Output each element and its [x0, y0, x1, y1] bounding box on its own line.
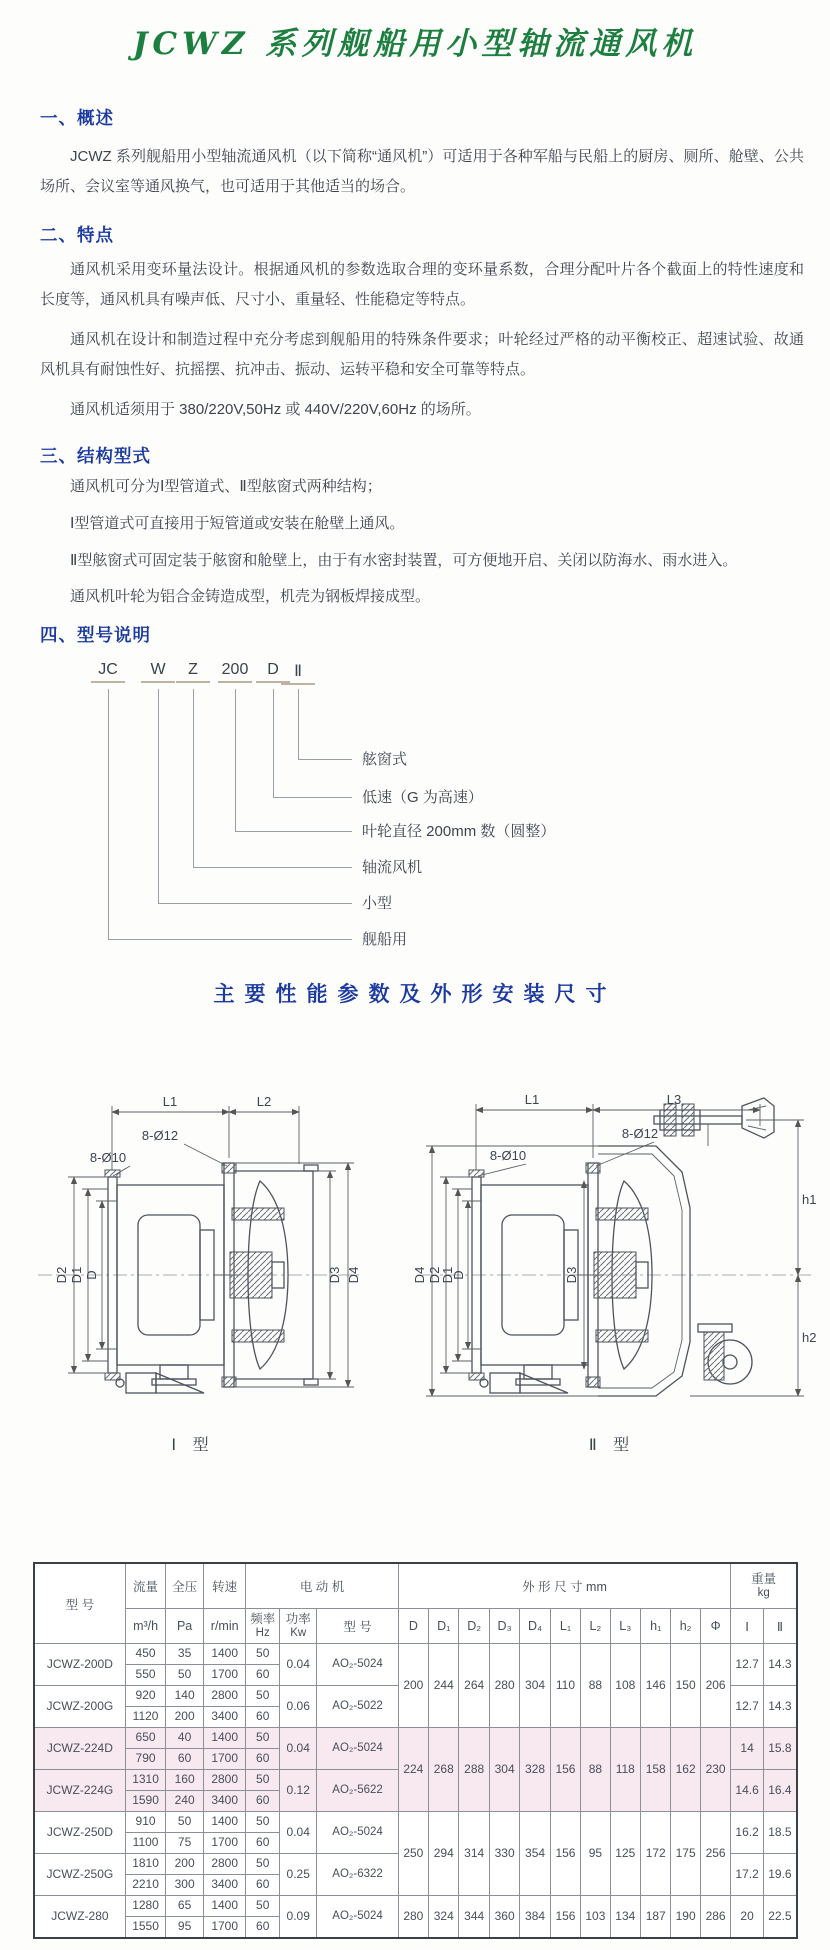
diagram-label-marine: 舰船用: [362, 931, 408, 948]
cell-freq: 60: [246, 1749, 279, 1770]
cell-speed: 1700: [203, 1665, 246, 1686]
cell-dim: 280: [489, 1644, 519, 1728]
col-header-dim-d3: D₃: [489, 1609, 519, 1644]
spec-table: [33, 1562, 798, 1939]
cell-dim: 200: [398, 1644, 428, 1728]
cell-pressure: 65: [166, 1896, 204, 1917]
model-code-jc: JC: [91, 661, 125, 683]
cell-dim: 264: [459, 1644, 489, 1728]
dimension-lines-type2: [412, 1092, 816, 1396]
col-header-model: 型 号: [34, 1563, 125, 1644]
cell-pressure: 40: [166, 1728, 204, 1749]
cell-model: JCWZ-224D: [34, 1728, 125, 1770]
dim-label-d2: D2: [427, 1266, 442, 1284]
cell-freq: 50: [246, 1812, 279, 1833]
dim-label-d3: D3: [564, 1266, 579, 1284]
cell-flow: 790: [125, 1749, 166, 1770]
cell-flow: 1280: [125, 1896, 166, 1917]
cell-model: JCWZ-200D: [34, 1644, 125, 1686]
paragraph-features-3: 通风机适须用于 380/220V,50Hz 或 440V/220V,60Hz 的场所。: [70, 401, 481, 418]
model-code-d: D: [256, 661, 290, 683]
dim-label-l1: L1: [162, 1094, 178, 1109]
dim-label-d: D: [84, 1270, 99, 1280]
dim-label-d2: D2: [54, 1266, 69, 1284]
col-header-dim-h1: h₁: [641, 1609, 671, 1644]
cell-speed: 2800: [203, 1686, 246, 1707]
cell-pressure: 75: [166, 1833, 204, 1854]
diagram-line: [235, 689, 236, 831]
col-unit-flow: m³/h: [125, 1609, 166, 1644]
table-row: [34, 1896, 797, 1917]
paragraph-structure-2: Ⅰ型管道式可直接用于短管道或安装在舱壁上通风。: [70, 515, 405, 532]
cell-motor-model: AO₂-5024: [317, 1644, 398, 1686]
cell-freq: 50: [246, 1854, 279, 1875]
cell-dim: 88: [581, 1644, 610, 1728]
cell-dim: 288: [459, 1728, 489, 1812]
cell-power: 0.04: [279, 1728, 317, 1770]
cell-dim: 118: [610, 1728, 640, 1812]
cell-weight-2: 18.5: [763, 1812, 797, 1854]
section-heading-model-code: 四、型号说明: [40, 625, 151, 645]
diagram-line: [193, 867, 352, 868]
cell-dim: 103: [581, 1896, 610, 1939]
cell-freq: 50: [246, 1644, 279, 1665]
cell-flow: 1590: [125, 1791, 166, 1812]
cell-pressure: 240: [166, 1791, 204, 1812]
cell-motor-model: AO₂-5024: [317, 1896, 398, 1939]
model-code-diagram: [0, 655, 830, 967]
col-group-dimensions: 外 形 尺 寸 mm: [398, 1563, 731, 1609]
cell-dim: 256: [700, 1812, 731, 1896]
col-header-power: [279, 1609, 317, 1644]
cell-dim: 328: [520, 1728, 550, 1812]
cell-weight-2: 14.3: [763, 1686, 797, 1728]
paragraph-structure-3: Ⅱ型舷窗式可固定装于舷窗和舱壁上，由于有水密封装置，可方便地开启、关闭以防海水、雨水进入。: [70, 552, 738, 569]
diagram-line: [158, 903, 352, 904]
weight-unit: kg: [757, 1586, 770, 1599]
cell-dim: 150: [671, 1644, 700, 1728]
spec-table-wrap: [33, 1562, 798, 1939]
col-header-dim-phi: Φ: [700, 1609, 731, 1644]
cell-power: 0.25: [279, 1854, 317, 1896]
cell-power: 0.09: [279, 1896, 317, 1939]
col-header-frequency: [246, 1609, 279, 1644]
col-header-weight-1: Ⅰ: [731, 1609, 763, 1644]
cell-weight-2: 14.3: [763, 1644, 797, 1686]
model-code-w: W: [141, 661, 175, 683]
cell-dim: 354: [520, 1812, 550, 1896]
diagram-line: [273, 797, 352, 798]
paragraph-structure-4: 通风机叶轮为铝合金铸造成型，机壳为钢板焊接成型。: [70, 588, 431, 605]
col-header-dim-h2: h₂: [671, 1609, 700, 1644]
cell-dim: 172: [641, 1812, 671, 1896]
dim-label-l1: L1: [524, 1092, 540, 1107]
cell-pressure: 60: [166, 1749, 204, 1770]
col-group-motor: 电 动 机: [246, 1563, 398, 1609]
cell-model: JCWZ-250D: [34, 1812, 125, 1854]
cell-flow: 650: [125, 1728, 166, 1749]
drawing-type2-svg: [402, 1080, 822, 1425]
cell-model: JCWZ-280: [34, 1896, 125, 1939]
freq-unit: Hz: [255, 1626, 270, 1639]
cell-dim: 206: [700, 1644, 731, 1728]
table-row: [34, 1728, 797, 1749]
dim-label-d3: D3: [327, 1266, 342, 1284]
weight-label: 重量: [751, 1571, 777, 1586]
table-row: [34, 1812, 797, 1833]
cell-pressure: 160: [166, 1770, 204, 1791]
cell-model: JCWZ-250G: [34, 1854, 125, 1896]
paragraph-features-1: 通风机采用变环量法设计。根据通风机的参数选取合理的变环量系数，合理分配叶片各个截面上的特性速度和长度等，通风机具有噪声低、尺寸小、重量轻、性能稳定等特点。: [40, 261, 804, 308]
cell-speed: 1700: [203, 1833, 246, 1854]
cell-motor-model: AO₂-5622: [317, 1770, 398, 1812]
cell-pressure: 50: [166, 1665, 204, 1686]
cell-dim: 156: [550, 1728, 580, 1812]
diagram-line: [158, 689, 159, 903]
cell-speed: 3400: [203, 1875, 246, 1896]
cell-power: 0.04: [279, 1644, 317, 1686]
cell-speed: 1700: [203, 1749, 246, 1770]
cell-speed: 2800: [203, 1770, 246, 1791]
cell-dim: 286: [700, 1896, 731, 1939]
col-header-dim-d2: D₂: [459, 1609, 489, 1644]
bolt-callout-10: 8-Ø10: [89, 1150, 127, 1165]
cell-freq: 60: [246, 1833, 279, 1854]
cell-dim: 146: [641, 1644, 671, 1728]
cell-weight-1: 14: [731, 1728, 763, 1770]
table-row: [34, 1644, 797, 1665]
cell-flow: 910: [125, 1812, 166, 1833]
dimension-lines-type1: [54, 1094, 361, 1387]
cell-freq: 50: [246, 1728, 279, 1749]
dim-label-l2: L2: [256, 1094, 272, 1109]
cell-pressure: 95: [166, 1917, 204, 1939]
col-header-dim-l1: L₁: [550, 1609, 580, 1644]
col-header-flow: 流量: [125, 1563, 166, 1609]
col-header-weight-2: Ⅱ: [763, 1609, 797, 1644]
cell-weight-2: 22.5: [763, 1896, 797, 1939]
cell-dim: 88: [581, 1728, 610, 1812]
power-unit: Kw: [290, 1626, 307, 1639]
cell-dim: 330: [489, 1812, 519, 1896]
drawing-type2: [402, 1080, 822, 1455]
cell-freq: 60: [246, 1707, 279, 1728]
diagram-line: [298, 759, 352, 760]
cell-speed: 1700: [203, 1917, 246, 1939]
dim-label-d4: D4: [412, 1266, 427, 1284]
power-label: 功率: [285, 1611, 311, 1626]
dim-label-h2: h2: [802, 1330, 817, 1345]
cell-weight-1: 20: [731, 1896, 763, 1939]
cell-speed: 1400: [203, 1644, 246, 1665]
cell-dim: 324: [429, 1896, 459, 1939]
drawing-type1-svg: [8, 1080, 378, 1425]
cell-dim: 187: [641, 1896, 671, 1939]
fan-body-type2: [422, 1098, 812, 1396]
cell-pressure: 200: [166, 1854, 204, 1875]
cell-motor-model: AO₂-5022: [317, 1686, 398, 1728]
cell-dim: 175: [671, 1812, 700, 1896]
model-code-ii: Ⅱ: [281, 661, 315, 685]
paragraph-overview: JCWZ 系列舰船用小型轴流通风机（以下简称“通风机”）可适用于各种军船与民船上的厨房、厕所、舱壁、公共场所、会议室等通风换气，也可适用于其他适当的场合。: [40, 148, 804, 195]
diagram-label-porthole: 舷窗式: [362, 751, 408, 768]
paragraph-structure-1: 通风机可分为Ⅰ型管道式、Ⅱ型舷窗式两种结构；: [70, 478, 382, 495]
cell-speed: 1400: [203, 1728, 246, 1749]
cell-power: 0.12: [279, 1770, 317, 1812]
col-header-dim-d: D: [398, 1609, 428, 1644]
cell-freq: 60: [246, 1875, 279, 1896]
cell-flow: 450: [125, 1644, 166, 1665]
cell-model: JCWZ-200G: [34, 1686, 125, 1728]
model-code-z: Z: [176, 661, 210, 683]
cell-dim: 158: [641, 1728, 671, 1812]
page-title: JCWZ 系列舰船用小型轴流通风机: [132, 26, 698, 62]
cell-dim: 190: [671, 1896, 700, 1939]
cell-dim: 156: [550, 1812, 580, 1896]
diagram-line: [108, 939, 352, 940]
diagram-label-diameter: 叶轮直径 200mm 数（圆整）: [362, 823, 556, 840]
technical-drawings: [0, 1080, 830, 1455]
drawing-type1: [8, 1080, 378, 1455]
cell-freq: 60: [246, 1791, 279, 1812]
cell-dim: 360: [489, 1896, 519, 1939]
col-header-speed: 转速: [203, 1563, 246, 1609]
col-unit-pressure: Pa: [166, 1609, 204, 1644]
cell-flow: 1100: [125, 1833, 166, 1854]
cell-pressure: 140: [166, 1686, 204, 1707]
cell-speed: 1400: [203, 1896, 246, 1917]
col-group-weight: [731, 1563, 797, 1609]
dim-label-d1: D1: [69, 1266, 84, 1284]
bolt-callout-12: 8-Ø12: [141, 1128, 179, 1143]
dim-label-d4: D4: [346, 1266, 361, 1284]
cell-flow: 550: [125, 1665, 166, 1686]
cell-dim: 134: [610, 1896, 640, 1939]
diagram-line: [193, 689, 194, 867]
col-header-dim-d1: D₁: [429, 1609, 459, 1644]
cell-weight-1: 16.2: [731, 1812, 763, 1854]
drawing-caption-type1: Ⅰ 型: [171, 1437, 215, 1454]
cell-speed: 3400: [203, 1707, 246, 1728]
cell-dim: 268: [429, 1728, 459, 1812]
cell-dim: 156: [550, 1896, 580, 1939]
cell-freq: 50: [246, 1896, 279, 1917]
cell-flow: 1120: [125, 1707, 166, 1728]
cell-pressure: 300: [166, 1875, 204, 1896]
cell-pressure: 50: [166, 1812, 204, 1833]
cell-dim: 250: [398, 1812, 428, 1896]
cell-freq: 50: [246, 1770, 279, 1791]
paragraph-features-2: 通风机在设计和制造过程中充分考虑到舰船用的特殊条件要求；叶轮经过严格的动平衡校正、超速试验、故通风机具有耐蚀性好、抗摇摆、抗冲击、振动、运转平稳和安全可靠等特点。: [40, 331, 804, 378]
cell-weight-2: 15.8: [763, 1728, 797, 1770]
diagram-label-speed: 低速（G 为高速）: [362, 789, 483, 806]
cell-dim: 244: [429, 1644, 459, 1728]
col-unit-speed: r/min: [203, 1609, 246, 1644]
bolt-callout-12: 8-Ø12: [621, 1126, 659, 1141]
cell-speed: 2800: [203, 1854, 246, 1875]
cell-model: JCWZ-224G: [34, 1770, 125, 1812]
dim-label-h1: h1: [802, 1192, 817, 1207]
section-heading-overview: 一、概述: [40, 108, 114, 128]
cell-dim: 162: [671, 1728, 700, 1812]
cell-freq: 60: [246, 1665, 279, 1686]
cell-dim: 125: [610, 1812, 640, 1896]
cell-flow: 2210: [125, 1875, 166, 1896]
cell-pressure: 200: [166, 1707, 204, 1728]
cell-motor-model: AO₂-5024: [317, 1812, 398, 1854]
cell-dim: 110: [550, 1644, 580, 1728]
diagram-line: [298, 689, 299, 759]
cell-dim: 224: [398, 1728, 428, 1812]
model-code-200: 200: [218, 661, 252, 683]
cell-dim: 95: [581, 1812, 610, 1896]
cell-flow: 1810: [125, 1854, 166, 1875]
cell-freq: 50: [246, 1686, 279, 1707]
cell-pressure: 35: [166, 1644, 204, 1665]
cell-speed: 3400: [203, 1791, 246, 1812]
cell-dim: 304: [489, 1728, 519, 1812]
col-header-motor-model: 型 号: [317, 1609, 398, 1644]
cell-dim: 304: [520, 1644, 550, 1728]
col-header-pressure: 全压: [166, 1563, 204, 1609]
dim-label-l3: L3: [666, 1092, 682, 1107]
cell-dim: 230: [700, 1728, 731, 1812]
cell-dim: 384: [520, 1896, 550, 1939]
col-header-dim-l2: L₂: [581, 1609, 610, 1644]
col-header-dim-d4: D₄: [520, 1609, 550, 1644]
diagram-label-small: 小型: [362, 895, 393, 912]
freq-label: 频率: [250, 1611, 276, 1626]
cell-weight-1: 17.2: [731, 1854, 763, 1896]
cell-weight-1: 12.7: [731, 1644, 763, 1686]
cell-weight-2: 19.6: [763, 1854, 797, 1896]
cell-dim: 314: [459, 1812, 489, 1896]
cell-weight-1: 14.6: [731, 1770, 763, 1812]
cell-flow: 1310: [125, 1770, 166, 1791]
cell-freq: 60: [246, 1917, 279, 1939]
cell-speed: 1400: [203, 1812, 246, 1833]
drawing-caption-type2: Ⅱ 型: [588, 1437, 636, 1454]
cell-weight-2: 16.4: [763, 1770, 797, 1812]
diagram-line: [273, 689, 274, 797]
section-heading-structure: 三、结构型式: [40, 446, 151, 466]
cell-motor-model: AO₂-6322: [317, 1854, 398, 1896]
section-heading-features: 二、特点: [40, 225, 114, 245]
cell-flow: 920: [125, 1686, 166, 1707]
diagram-label-axial: 轴流风机: [362, 859, 423, 876]
cell-motor-model: AO₂-5024: [317, 1728, 398, 1770]
performance-heading: 主要性能参数及外形安装尺寸: [213, 983, 617, 1006]
cell-power: 0.06: [279, 1686, 317, 1728]
cell-dim: 294: [429, 1812, 459, 1896]
cell-weight-1: 12.7: [731, 1686, 763, 1728]
cell-dim: 108: [610, 1644, 640, 1728]
dim-label-d: D: [451, 1270, 466, 1280]
diagram-line: [235, 831, 352, 832]
dim-label-d1: D1: [440, 1266, 455, 1284]
cell-dim: 344: [459, 1896, 489, 1939]
cell-power: 0.04: [279, 1812, 317, 1854]
diagram-line: [108, 689, 109, 939]
cell-dim: 280: [398, 1896, 428, 1939]
cell-flow: 1550: [125, 1917, 166, 1939]
col-header-dim-l3: L₃: [610, 1609, 640, 1644]
bolt-callout-10: 8-Ø10: [489, 1148, 527, 1163]
